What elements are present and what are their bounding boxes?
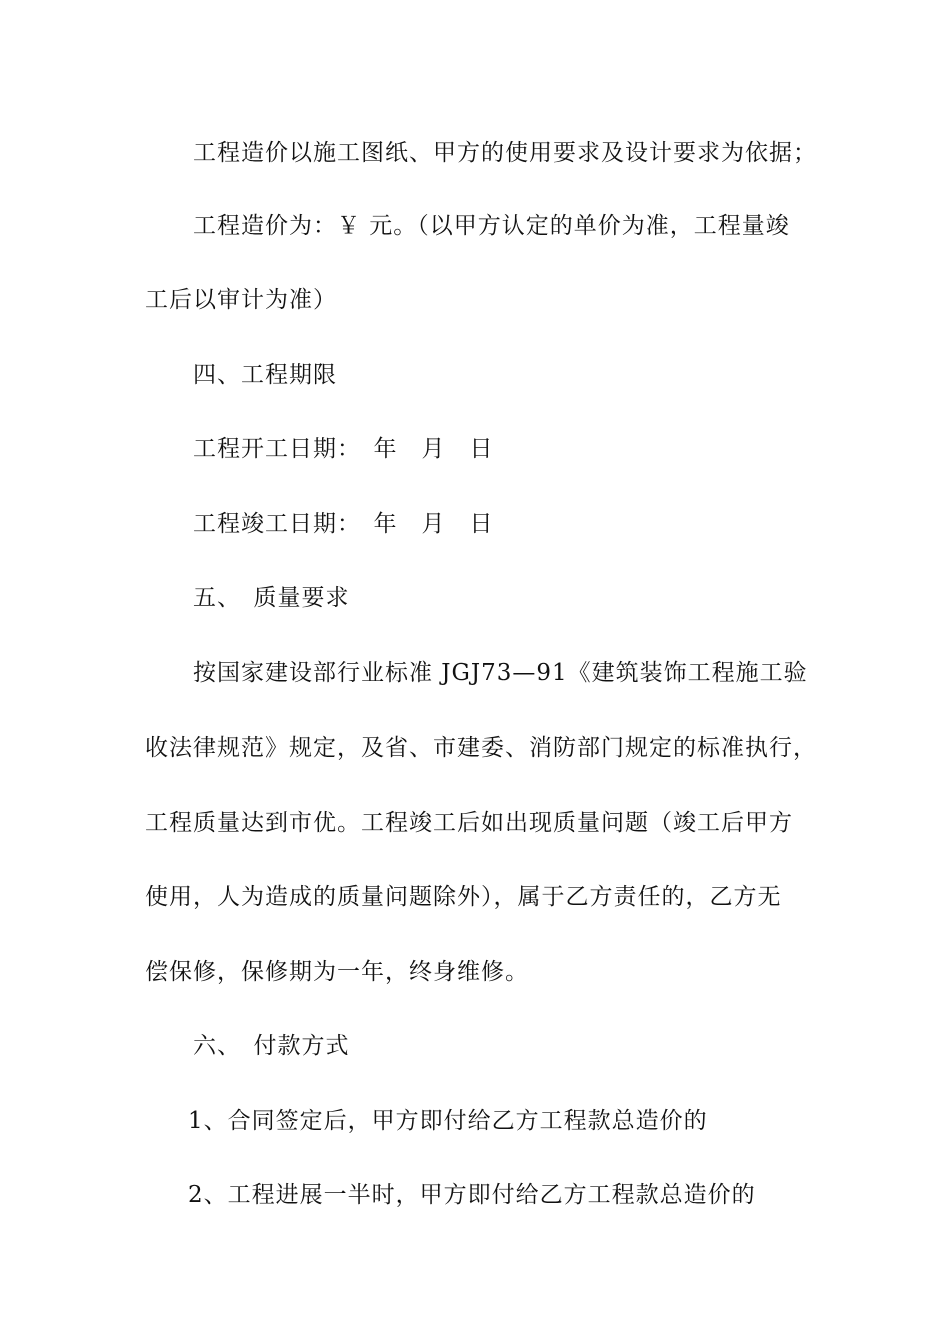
paragraph-line: 工后以审计为准）	[145, 287, 337, 313]
paragraph-line: 按国家建设部行业标准 JGJ73—91《建筑装饰工程施工验	[193, 660, 808, 686]
section-heading: 四、工程期限	[193, 362, 337, 388]
paragraph-line: 收法律规范》规定，及省、市建委、消防部门规定的标准执行，	[145, 735, 817, 761]
list-item: 2、工程进展一半时，甲方即付给乙方工程款总造价的	[188, 1182, 756, 1208]
paragraph-line: 工程竣工日期： 年 月 日	[193, 511, 494, 537]
paragraph-line: 使用，人为造成的质量问题除外），属于乙方责任的，乙方无	[145, 884, 782, 910]
paragraph-line: 工程质量达到市优。工程竣工后如出现质量问题（竣工后甲方	[145, 810, 793, 836]
paragraph-line: 偿保修，保修期为一年，终身维修。	[145, 959, 529, 985]
paragraph-line: 工程造价为：￥ 元。（以甲方认定的单价为准，工程量竣	[193, 213, 790, 239]
paragraph-line: 工程造价以施工图纸、甲方的使用要求及设计要求为依据；	[193, 140, 817, 166]
section-heading: 六、 付款方式	[193, 1033, 350, 1059]
paragraph-line: 工程开工日期： 年 月 日	[193, 436, 494, 462]
list-item: 1、合同签定后，甲方即付给乙方工程款总造价的	[188, 1108, 708, 1134]
section-heading: 五、 质量要求	[193, 585, 350, 611]
